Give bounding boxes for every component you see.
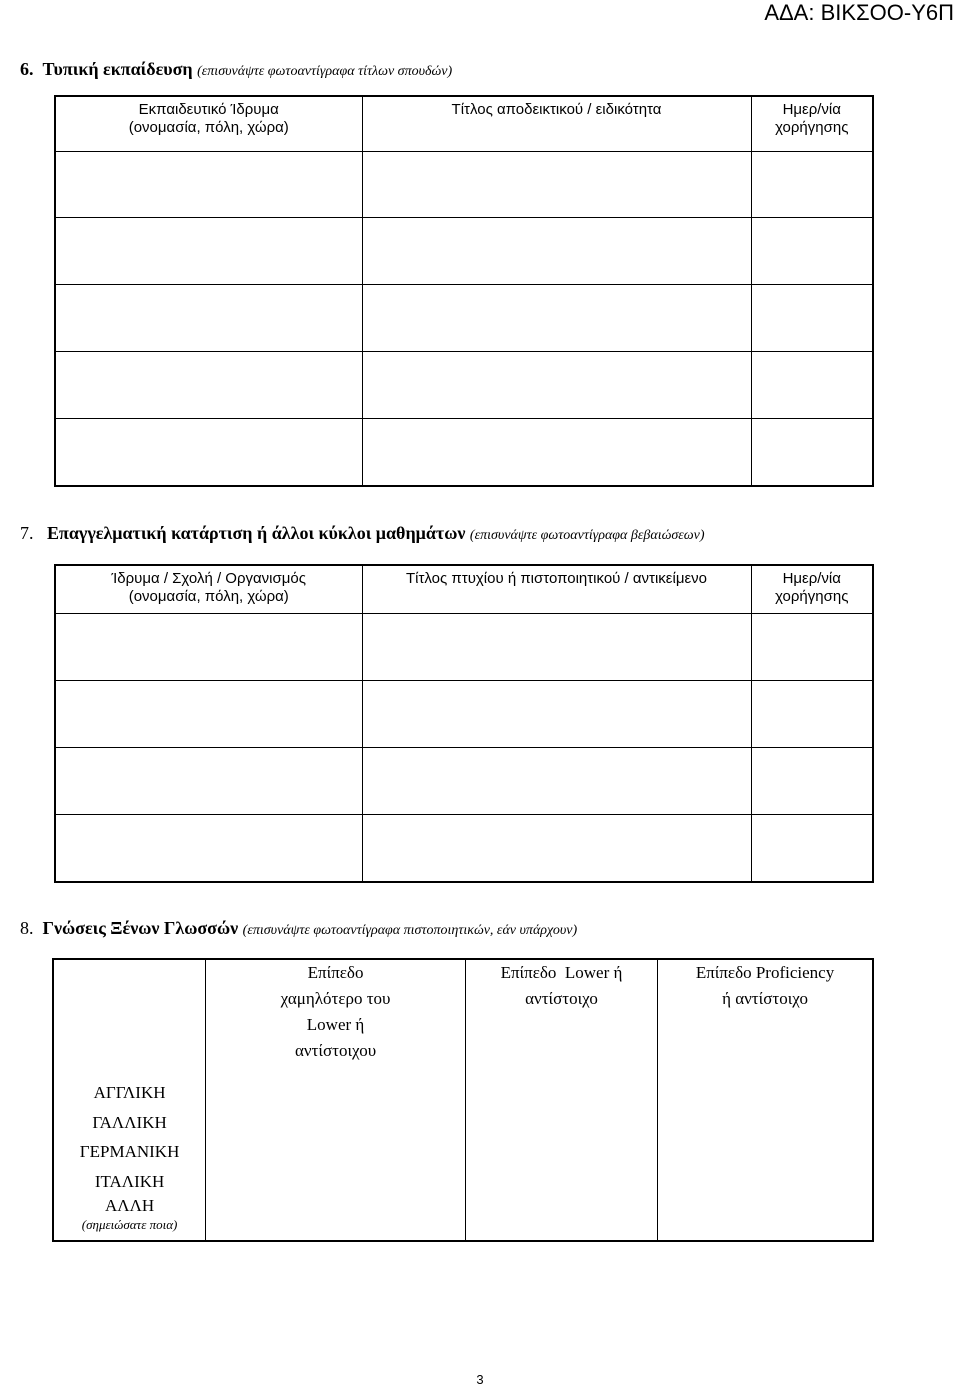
table-cell[interactable] <box>55 284 362 351</box>
language-italian: ΙΤΑΛΙΚΗ <box>94 1171 165 1191</box>
header-text: Τίτλος αποδεικτικού / ειδικότητα <box>451 101 662 118</box>
table-cell[interactable] <box>751 747 873 814</box>
language-other-note: (σημειώσατε ποια) <box>81 1217 178 1232</box>
table-cell[interactable] <box>751 418 873 486</box>
table-cell[interactable] <box>362 680 751 747</box>
header-text: Lower ή <box>306 1015 365 1034</box>
table-cell[interactable] <box>362 217 751 284</box>
table-cell[interactable] <box>362 418 751 486</box>
table-cell[interactable] <box>751 814 873 882</box>
section-6-number: 6. <box>20 59 34 79</box>
table-cell[interactable] <box>362 814 751 882</box>
education-table <box>54 95 874 487</box>
ada-code: ΑΔΑ: ΒΙΚΣΟΟ-Υ6Π <box>764 0 954 25</box>
header-text: Ίδρυμα / Σχολή / Οργανισμός <box>111 570 306 587</box>
header-text: Εκπαιδευτικό Ίδρυμα <box>138 101 279 118</box>
table-row <box>55 217 873 284</box>
header-text: χορήγησης <box>775 588 849 605</box>
training-table <box>54 564 874 883</box>
section-6-title <box>20 58 452 83</box>
section-7-number: 7. <box>20 523 34 543</box>
table-row <box>55 613 873 680</box>
training-header-date <box>751 565 873 613</box>
header-text: (ονομασία, πόλη, χώρα) <box>128 588 289 605</box>
header-text: Επίπεδο Lower ή <box>500 963 623 982</box>
level-below-lower-column[interactable] <box>206 959 466 1241</box>
table-row <box>55 151 873 217</box>
section-8-number: 8. <box>20 918 34 938</box>
language-french: ΓΑΛΛΙΚΗ <box>92 1112 167 1132</box>
table-row <box>55 284 873 351</box>
section-8-heading: Γνώσεις Ξένων Γλωσσών <box>42 918 239 938</box>
table-row <box>55 747 873 814</box>
language-other: ΑΛΛΗ <box>104 1196 155 1215</box>
table-cell[interactable] <box>55 151 362 217</box>
table-cell[interactable] <box>55 814 362 882</box>
table-row <box>55 814 873 882</box>
table-cell[interactable] <box>55 613 362 680</box>
section-7-title <box>20 522 705 547</box>
education-header-title <box>362 96 751 151</box>
level-lower-column[interactable] <box>465 959 657 1241</box>
education-header-date <box>751 96 873 151</box>
header-text: (ονομασία, πόλη, χώρα) <box>128 119 289 136</box>
header-text: ή αντίστοιχο <box>722 989 808 1008</box>
page-number: 3 <box>476 1372 484 1387</box>
training-header-title <box>362 565 751 613</box>
table-cell[interactable] <box>55 217 362 284</box>
table-cell[interactable] <box>751 217 873 284</box>
header-text: αντίστοιχου <box>294 1041 377 1060</box>
table-row <box>55 351 873 418</box>
header-text: χορήγησης <box>775 119 849 136</box>
header-text: Ημερ/νία <box>782 101 841 118</box>
header-text: αντίστοιχο <box>525 989 598 1008</box>
table-cell[interactable] <box>362 151 751 217</box>
table-cell[interactable] <box>362 613 751 680</box>
header-text: Επίπεδο Proficiency <box>695 963 835 982</box>
table-cell[interactable] <box>362 351 751 418</box>
header-text: Επίπεδο <box>307 963 364 982</box>
languages-table <box>52 958 874 1242</box>
training-header-institution <box>55 565 362 613</box>
table-cell[interactable] <box>751 151 873 217</box>
header-text: χαμηλότερο του <box>280 989 391 1008</box>
section-7-heading: Επαγγελματική κατάρτιση ή άλλοι κύκλοι μαθημάτων <box>47 523 466 543</box>
table-cell[interactable] <box>751 351 873 418</box>
table-cell[interactable] <box>55 680 362 747</box>
table-cell[interactable] <box>362 747 751 814</box>
table-cell[interactable] <box>362 284 751 351</box>
section-7-note: (επισυνάψτε φωτοαντίγραφα βεβαιώσεων) <box>469 528 705 543</box>
table-cell[interactable] <box>55 747 362 814</box>
table-cell[interactable] <box>751 284 873 351</box>
level-proficiency-column[interactable] <box>658 959 873 1241</box>
section-8-title <box>20 917 577 942</box>
table-row <box>55 680 873 747</box>
table-cell[interactable] <box>55 418 362 486</box>
table-cell[interactable] <box>751 613 873 680</box>
language-english: ΑΓΓΛΙΚΗ <box>93 1083 166 1102</box>
section-6-note: (επισυνάψτε φωτοαντίγραφα τίτλων σπουδών) <box>197 64 453 79</box>
table-row <box>55 418 873 486</box>
section-6-heading: Τυπική εκπαίδευση <box>42 59 193 79</box>
header-text: Ημερ/νία <box>782 570 841 587</box>
header-text: Τίτλος πτυχίου ή πιστοποιητικού / αντικείμενο <box>405 570 708 587</box>
section-8-note: (επισυνάψτε φωτοαντίγραφα πιστοποιητικών, εάν υπάρχουν) <box>242 923 578 938</box>
education-header-institution <box>55 96 362 151</box>
table-cell[interactable] <box>751 680 873 747</box>
table-cell[interactable] <box>55 351 362 418</box>
language-german: ΓΕΡΜΑΝΙΚΗ <box>79 1142 180 1161</box>
languages-list-cell <box>53 959 206 1241</box>
